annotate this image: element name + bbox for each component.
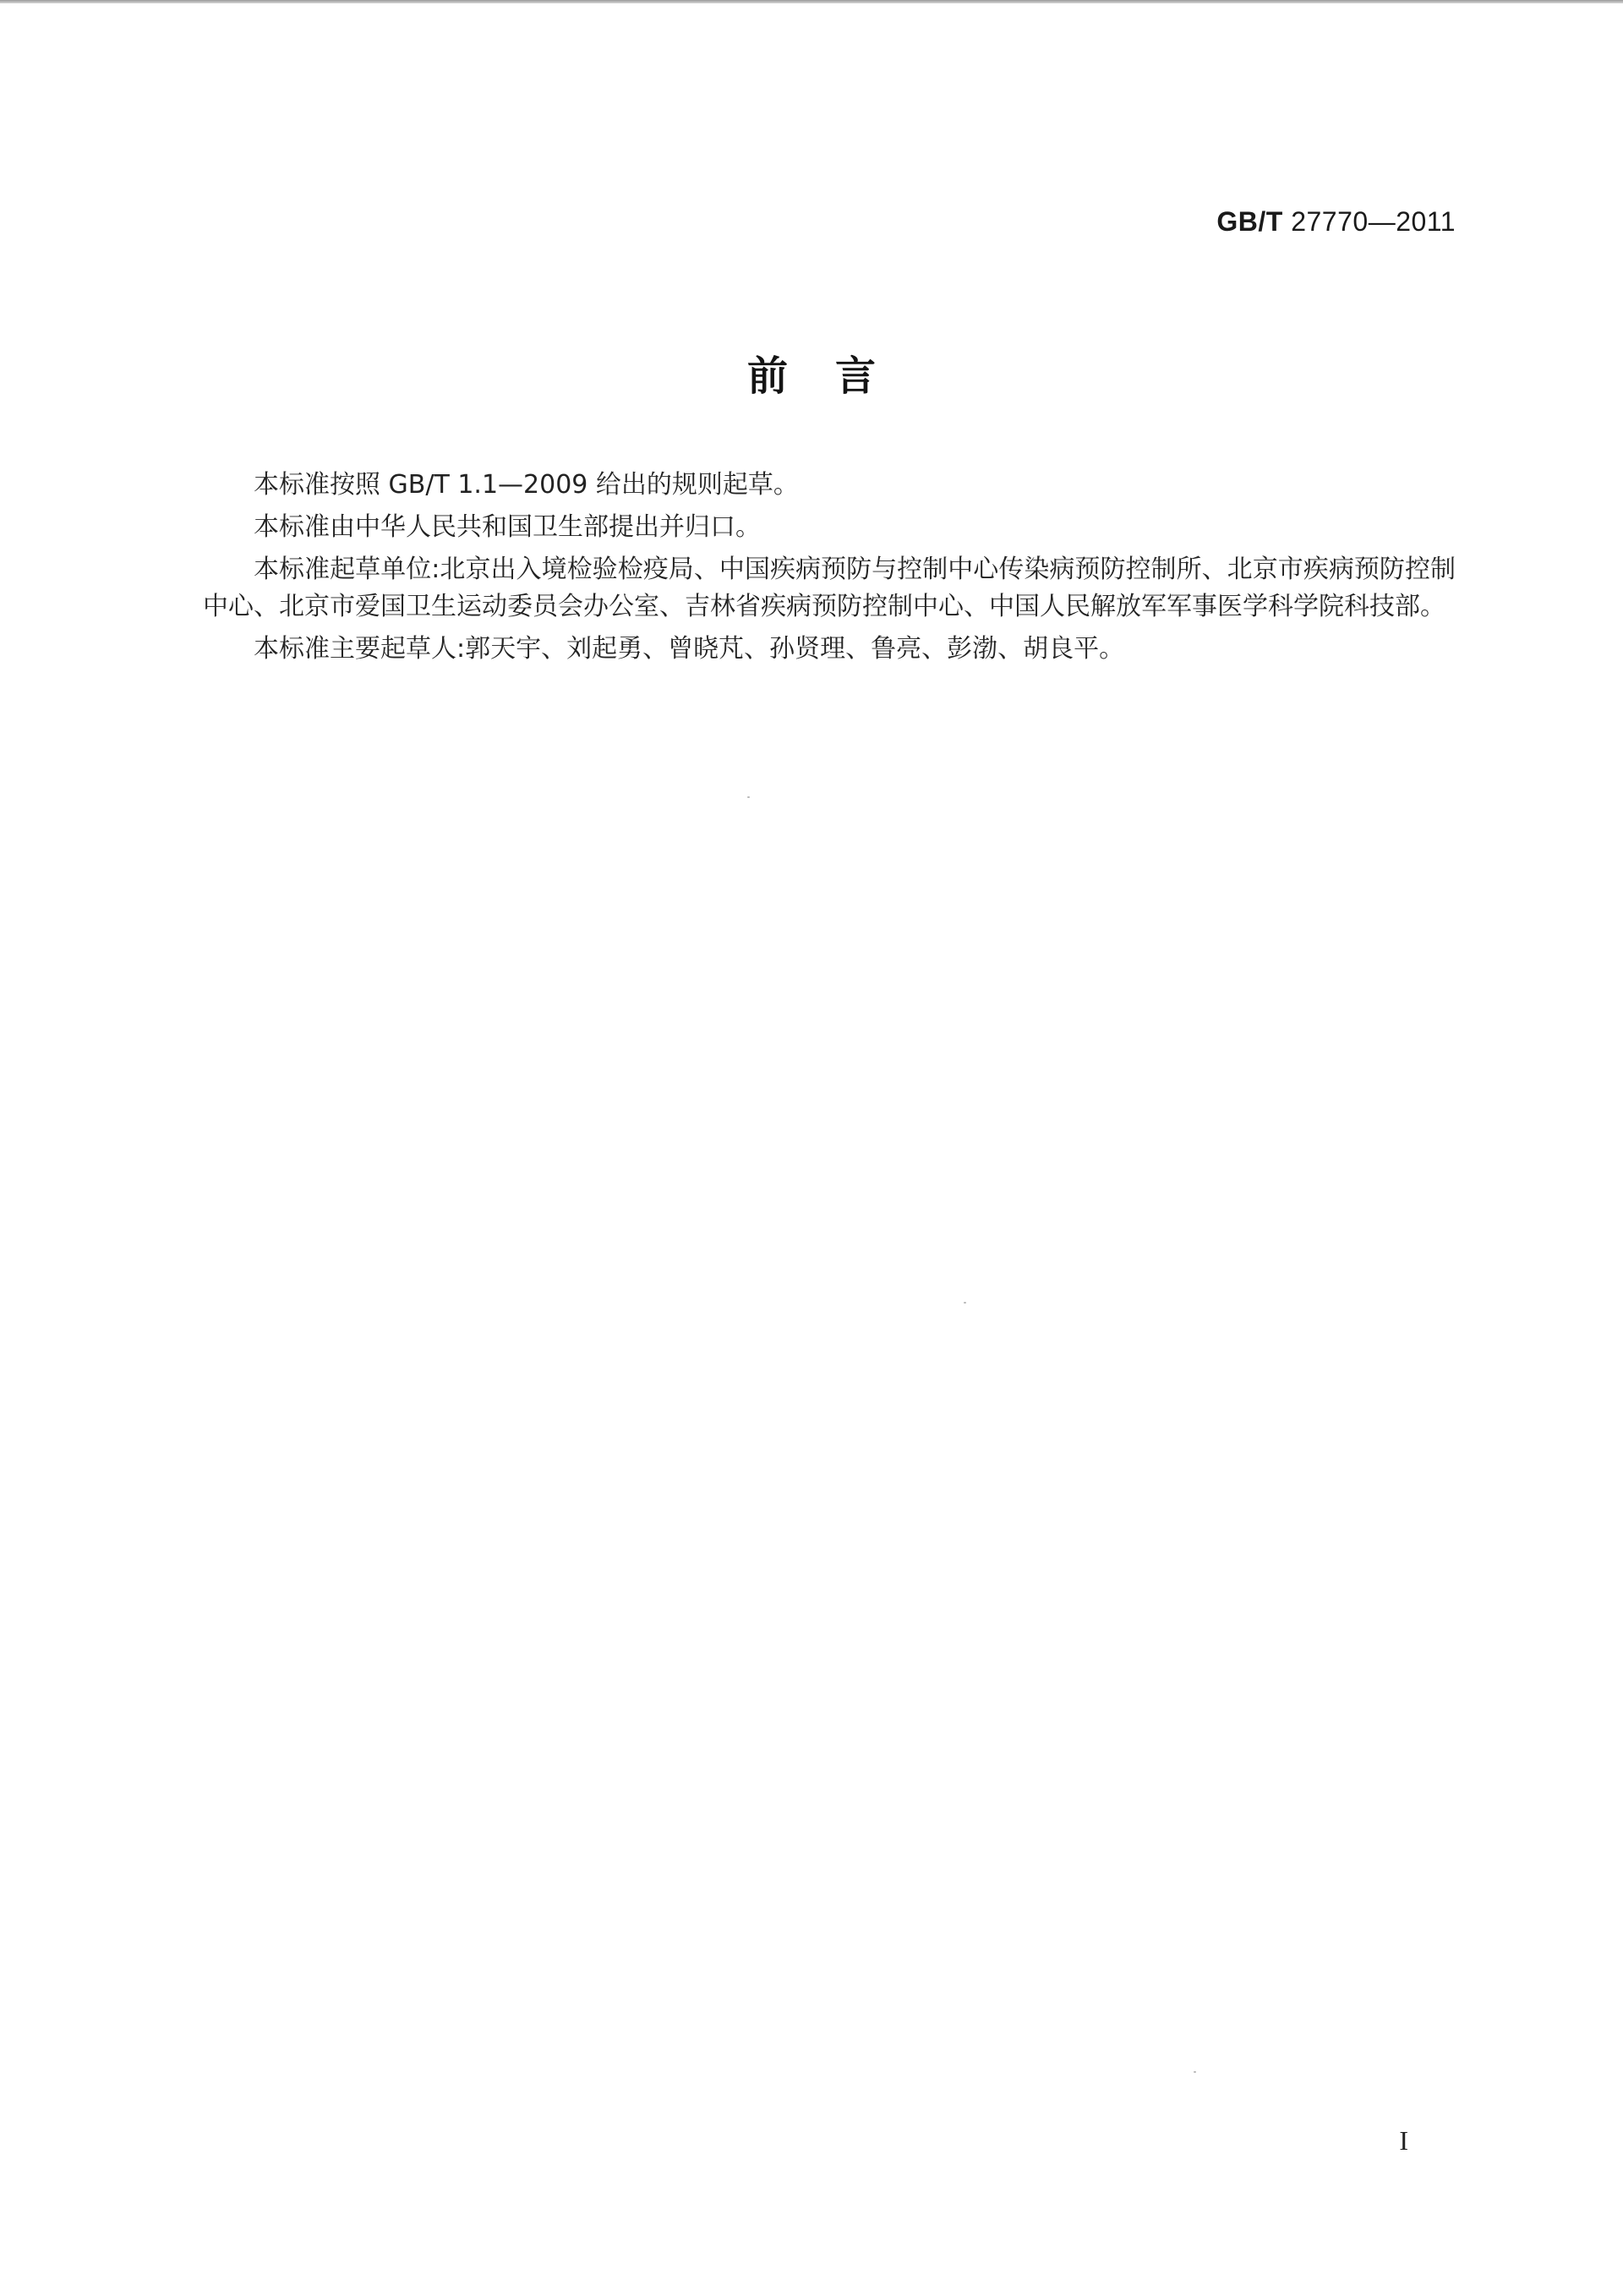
standard-code (1216, 206, 1456, 238)
scan-speck (747, 796, 750, 798)
paragraph-proposer: 本标准由中华人民共和国卫生部提出并归口。 (254, 512, 761, 542)
page-number: I (1399, 2125, 1408, 2156)
page-title: 前言 (746, 353, 923, 400)
paragraph-drafters: 本标准主要起草人:郭天宇、刘起勇、曾晓芃、孙贤理、鲁亮、彭渤、胡良平。 (254, 634, 1125, 664)
scan-speck (1194, 2071, 1196, 2073)
scan-speck (964, 1302, 966, 1304)
paragraph-drafting-units: 本标准起草单位:北京出入境检验检疫局、中国疾病预防与控制中心传染病预防控制所、北京市疾病预防控制中心、北京市爱国卫生运动委员会办公室、吉林省疾病预防控制中心、中国人民解放军军事医学科学院科技部。 (203, 555, 1456, 621)
standard-code-prefix: GB/T (1216, 206, 1283, 237)
standard-code-number: 27770—2011 (1291, 206, 1456, 237)
paragraph-drafting-rules: 本标准按照 GB/T 1.1—2009 给出的规则起草。 (254, 470, 799, 500)
foreword-body (203, 467, 1456, 673)
top-edge-rule (0, 0, 1623, 3)
